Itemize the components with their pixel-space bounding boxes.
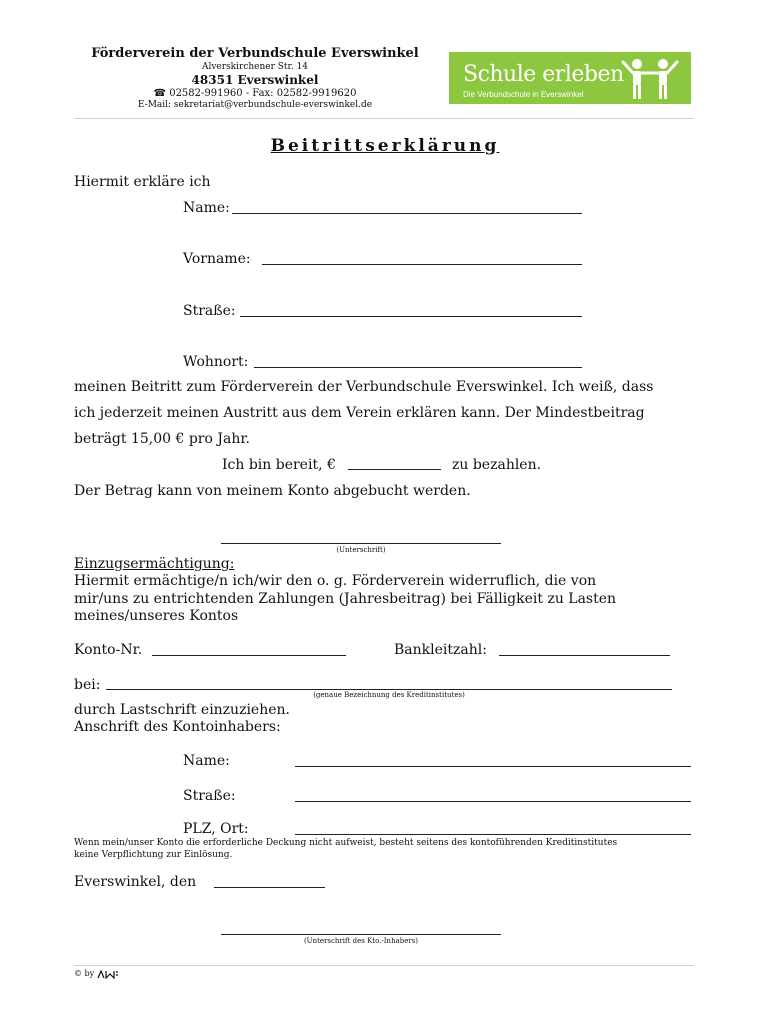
holder-name-label: Name: — [183, 753, 230, 769]
author-logo-icon — [97, 970, 119, 979]
vorname-field[interactable] — [262, 264, 582, 265]
amount-field[interactable] — [348, 469, 441, 470]
footer-copyright — [74, 969, 119, 979]
strasse-label: Straße: — [183, 303, 236, 319]
strasse-field[interactable] — [240, 316, 582, 317]
logo-title: Schule erleben — [463, 62, 624, 87]
holder-plz-label: PLZ, Ort: — [183, 821, 249, 837]
place-date-label: Everswinkel, den — [74, 874, 197, 890]
debit-text: Der Betrag kann von meinem Konto abgebucht werden. — [74, 483, 471, 499]
logo-subtitle: Die Verbundschule in Everswinkel — [463, 90, 584, 99]
name-field[interactable] — [232, 213, 582, 214]
signature-line[interactable] — [221, 543, 501, 544]
declaration-line-2: ich jederzeit meinen Austritt aus dem Verein erklären kann. Der Mindestbeitrag — [74, 405, 645, 421]
blz-label: Bankleitzahl: — [394, 642, 487, 658]
holder-signature-caption: (Unterschrift des Kto.-Inhabers) — [303, 937, 419, 945]
holder-strasse-field[interactable] — [295, 801, 691, 802]
lastschrift-text: durch Lastschrift einzuziehen. — [74, 702, 290, 718]
mandate-heading: Einzugsermächtigung: — [74, 556, 235, 572]
holder-strasse-label: Straße: — [183, 788, 236, 804]
holder-plz-field[interactable] — [295, 834, 691, 835]
title-text: Beitrittserklärung — [270, 136, 500, 156]
vorname-label: Vorname: — [183, 251, 251, 267]
konto-label: Konto-Nr. — [74, 642, 143, 658]
phone-icon: ☎ — [153, 88, 167, 99]
holder-signature-line[interactable] — [221, 934, 501, 935]
bank-field[interactable] — [106, 689, 672, 690]
footer-divider — [74, 965, 694, 966]
org-email: E-Mail: sekretariat@verbundschule-everswinkel.de — [137, 100, 373, 110]
org-name: Förderverein der Verbundschule Everswinkel — [91, 46, 419, 61]
phone-fax-text: 02582-991960 - Fax: 02582-9919620 — [169, 88, 357, 99]
declaration-line-3: beträgt 15,00 € pro Jahr. — [74, 431, 250, 447]
name-label: Name: — [183, 200, 230, 216]
header-divider — [74, 118, 694, 119]
wohnort-field[interactable] — [254, 367, 582, 368]
declaration-line-1: meinen Beitritt zum Förderverein der Verbundschule Everswinkel. Ich weiß, dass — [74, 379, 654, 395]
holder-address-heading: Anschrift des Kontoinhabers: — [74, 719, 281, 735]
school-logo — [449, 52, 691, 104]
amount-suffix: zu bezahlen. — [452, 457, 542, 473]
date-field[interactable] — [214, 887, 325, 888]
children-figures-icon — [619, 56, 681, 100]
blz-field[interactable] — [499, 655, 670, 656]
org-phone — [60, 88, 450, 99]
document-title — [0, 136, 770, 156]
bank-caption: (genaue Bezeichnung des Kreditinstitutes) — [313, 691, 465, 699]
wohnort-label: Wohnort: — [183, 354, 249, 370]
signature-caption: (Unterschrift) — [336, 546, 386, 554]
intro-text: Hiermit erkläre ich — [74, 174, 211, 190]
amount-prefix: Ich bin bereit, € — [222, 457, 336, 473]
org-city: 48351 Everswinkel — [191, 73, 319, 87]
notice-line-1: Wenn mein/unser Konto die erforderliche Deckung nicht aufweist, besteht seitens des kontoführenden Kreditinstitutes — [74, 838, 618, 848]
notice-line-2: keine Verpflichtung zur Einlösung. — [74, 850, 233, 860]
holder-name-field[interactable] — [295, 766, 691, 767]
mandate-line-2: mir/uns zu entrichtenden Zahlungen (Jahresbeitrag) bei Fälligkeit zu Lasten — [74, 591, 617, 607]
copyright-text: © by — [74, 969, 95, 978]
bank-label: bei: — [74, 677, 101, 693]
org-street: Alverskirchener Str. 14 — [201, 62, 309, 72]
konto-field[interactable] — [152, 655, 346, 656]
mandate-line-1: Hiermit ermächtige/n ich/wir den o. g. Förderverein widerruflich, die von — [74, 573, 597, 589]
mandate-line-3: meines/unseres Kontos — [74, 608, 239, 624]
